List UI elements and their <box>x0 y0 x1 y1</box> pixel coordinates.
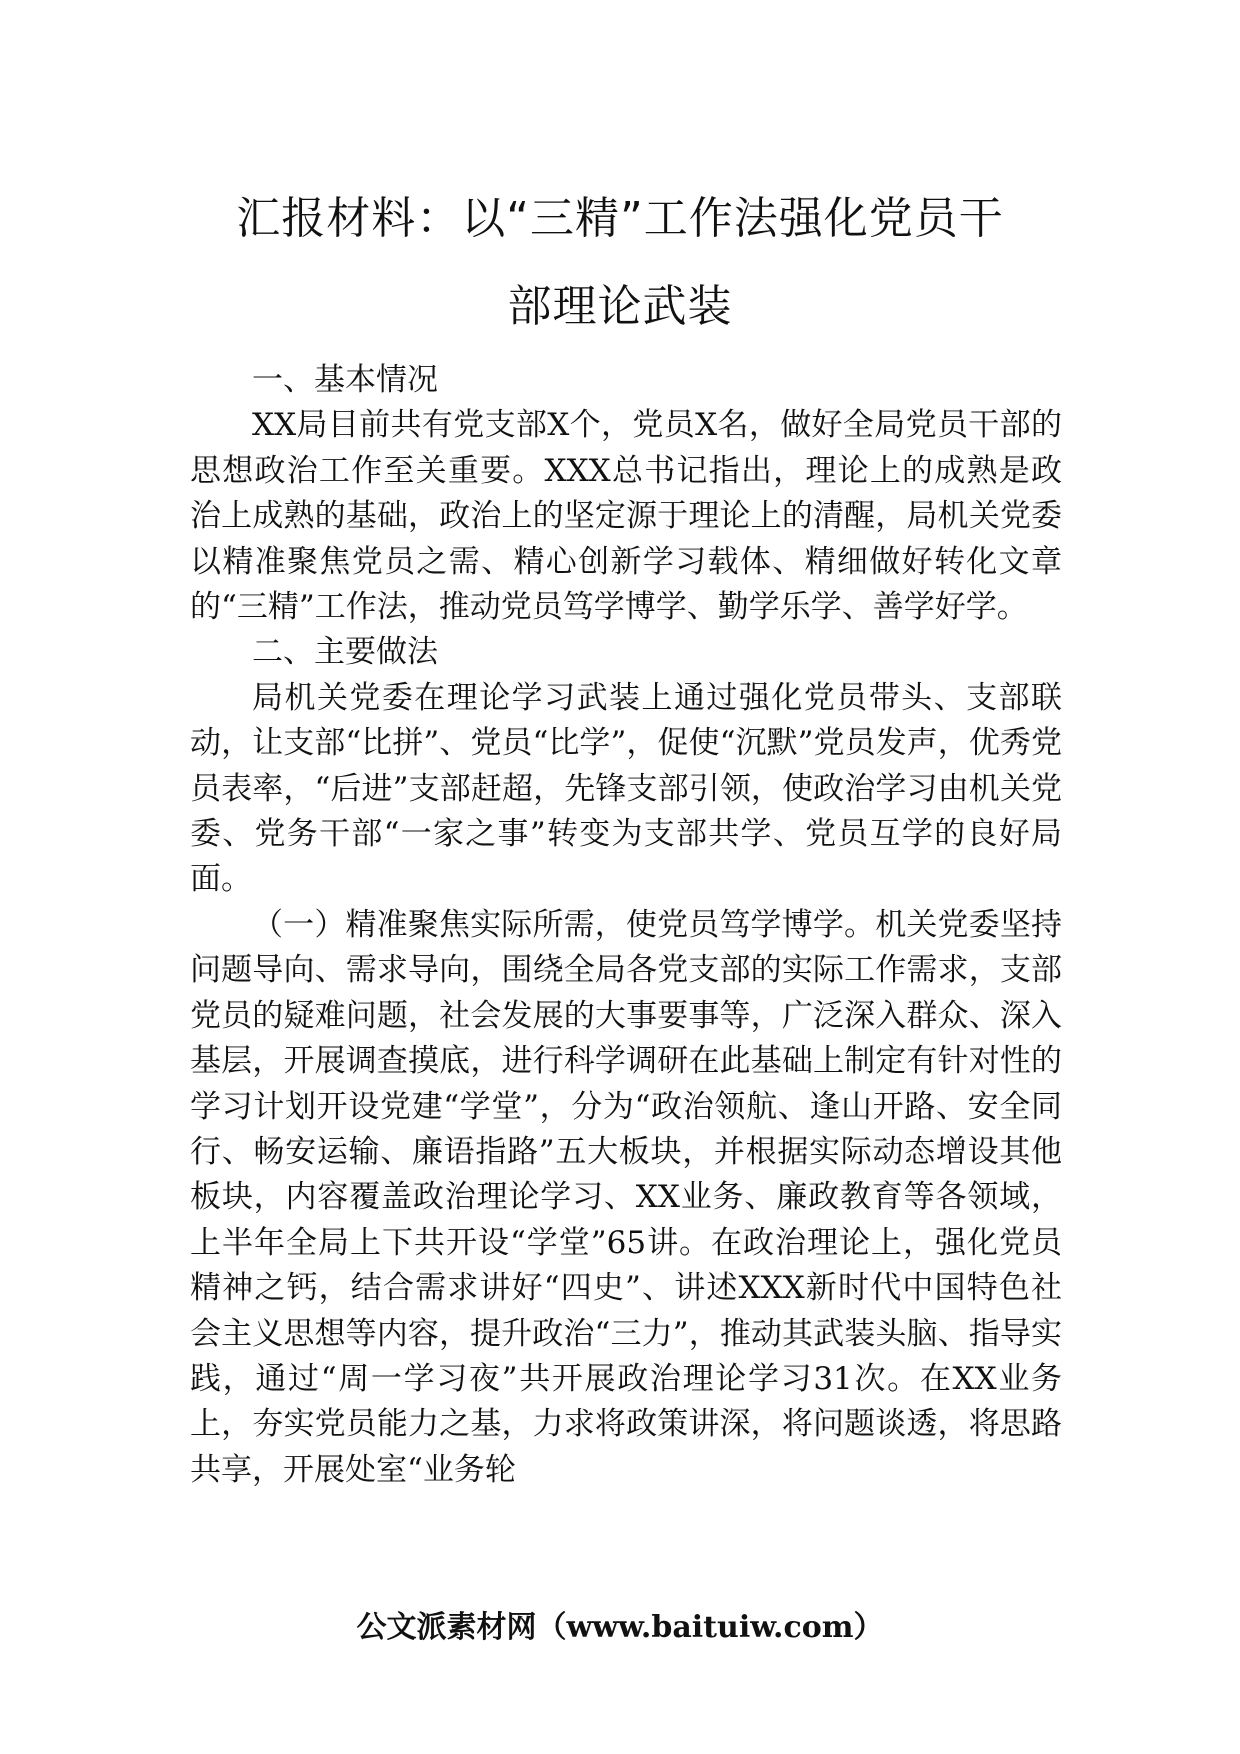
paragraph-main-practices-one: （一）精准聚焦实际所需，使党员笃学博学。机关党委坚持问题导向、需求导向，围绕全局各党支部的实际工作需求，支部党员的疑难问题，社会发展的大事要事等，广泛深入群众、深入基层，开展调查摸底，进行科学调研在此基础上制定有针对性的学习计划开设党建“学堂”，分为“政治领航、逢山开路、安全同行、畅安运输、廉语指路”五大板块，并根据实际动态增设其他板块，内容覆盖政治理论学习、XX业务、廉政教育等各领域，上半年全局上下共开设“学堂”65讲。在政治理论上，强化党员精神之钙，结合需求讲好“四史”、讲述XXX新时代中国特色社会主义思想等内容，提升政治“三力”，推动其武装头脑、指导实践，通过“周一学习夜”共开展政治理论学习31次。在XX业务上，夯实党员能力之基，力求将政策讲深，将问题谈透，将思路共享，开展处室“业务轮 <box>190 906 1062 1488</box>
document-title-line-2: 部理论武装 <box>507 281 733 332</box>
paragraph-basic-situation: XX局目前共有党支部X个，党员X名，做好全局党员干部的思想政治工作至关重要。XXX总书记指出，理论上的成熟是政治上成熟的基础，政治上的坚定源于理论上的清醒，局机关党委以精准聚焦党员之需、精心创新学习载体、精细做好转化文章的“三精”工作法，推动党员笃学博学、勤学乐学、善学好学。 <box>190 407 1062 626</box>
section-heading-basic-situation: 一、基本情况 <box>252 362 438 398</box>
document-body <box>190 358 1062 1493</box>
section-heading-main-practices: 二、主要做法 <box>252 634 438 671</box>
page-footer-watermark: 公文派素材网（www.baituiw.com） <box>356 1610 884 1645</box>
document-title-line-1: 汇报材料：以“三精”工作法强化党员干 <box>236 193 1004 244</box>
paragraph-main-practices-intro: 局机关党委在理论学习武装上通过强化党员带头、支部联动，让支部“比拼”、党员“比学”，促使“沉默”党员发声，优秀党员表率，“后进”支部赶超，先锋支部引领，使政治学习由机关党委、党务干部“一家之事”转变为支部共学、党员互学的良好局面。 <box>190 679 1062 898</box>
